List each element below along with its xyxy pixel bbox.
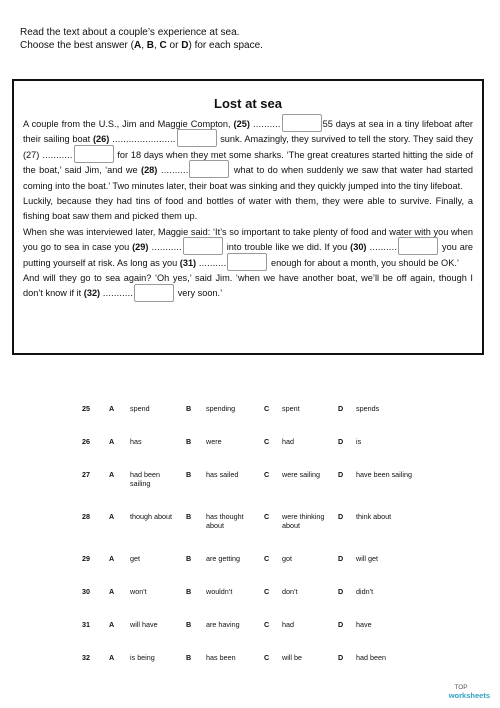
option-a[interactable]: won’t: [130, 587, 147, 596]
question-number: 26: [82, 437, 90, 446]
option-letter-c: C: [264, 653, 270, 662]
gap-dots: .......................: [109, 134, 176, 145]
gap-number: (26): [92, 134, 110, 145]
answer-field-28[interactable]: [189, 160, 229, 178]
option-a[interactable]: had been sailing: [130, 470, 160, 488]
option-letter-b: B: [186, 554, 192, 563]
gap-dots: ..........: [157, 165, 189, 176]
question-row-26: [82, 437, 482, 470]
instr-sep: ,: [153, 40, 160, 51]
option-letter-a: A: [109, 512, 115, 521]
question-number: 28: [82, 512, 90, 521]
gap-number: (28): [141, 165, 158, 176]
instr-letter-d: D: [181, 40, 189, 51]
option-c[interactable]: got: [282, 554, 292, 563]
option-letter-c: C: [264, 470, 270, 479]
option-letter-b: B: [186, 587, 192, 596]
option-b[interactable]: wouldn’t: [206, 587, 233, 596]
question-row-30: [82, 587, 482, 620]
option-letter-b: B: [186, 404, 192, 413]
gap-27: [23, 150, 73, 160]
option-d[interactable]: have been sailing: [356, 470, 412, 479]
option-d[interactable]: think about: [356, 512, 392, 521]
option-a[interactable]: though about: [130, 512, 172, 521]
gap-number: (31): [179, 257, 197, 268]
gap-26: [93, 134, 176, 144]
option-a[interactable]: will have: [130, 620, 158, 629]
gap-number: (27): [23, 149, 40, 160]
answer-field-27[interactable]: [74, 145, 114, 163]
gap-number: (29): [132, 242, 149, 253]
paragraph-4: [23, 271, 473, 302]
option-d[interactable]: didn’t: [356, 587, 374, 596]
passage-text: sunk. Amazingly, they survived to tell the story. They said they: [217, 134, 474, 145]
gap-32: [84, 288, 133, 298]
option-letter-d: D: [338, 653, 344, 662]
option-d[interactable]: have: [356, 620, 372, 629]
passage-text: into trouble like we did. If you: [223, 242, 351, 253]
gap-dots: ..........: [196, 257, 227, 268]
option-letter-a: A: [109, 470, 115, 479]
option-c[interactable]: had: [282, 620, 294, 629]
option-letter-c: C: [264, 620, 270, 629]
answer-field-32[interactable]: [134, 284, 174, 302]
option-letter-d: D: [338, 620, 344, 629]
option-letter-b: B: [186, 470, 192, 479]
gap-25: [234, 119, 281, 129]
question-row-27: [82, 470, 482, 512]
brand-top: TOP: [454, 684, 468, 691]
option-a[interactable]: has: [130, 437, 142, 446]
question-row-28: [82, 512, 482, 554]
instructions: [20, 26, 480, 52]
instr-letter-c: C: [159, 40, 167, 51]
option-letter-c: C: [264, 587, 270, 596]
option-letter-d: D: [338, 437, 344, 446]
question-row-29: [82, 554, 482, 587]
answer-options: [82, 404, 482, 686]
paragraph-3: [23, 225, 473, 271]
option-letter-a: A: [109, 554, 115, 563]
gap-31: [180, 258, 227, 268]
option-d[interactable]: spends: [356, 404, 380, 413]
passage-box: [12, 79, 484, 355]
option-letter-b: B: [186, 620, 192, 629]
answer-field-25[interactable]: [282, 114, 322, 132]
option-letter-a: A: [109, 437, 115, 446]
gap-number: (32): [83, 288, 101, 299]
gap-number: (25): [233, 119, 250, 129]
instr-sep: or: [166, 40, 182, 51]
answer-field-30[interactable]: [398, 237, 438, 255]
option-letter-d: D: [338, 512, 344, 521]
paragraph-2: Luckily, because they had tins of food and bottles of water with them, they were able to survive. Finally, a fishing boat saw them and picked them up.: [23, 196, 473, 222]
instructions-line-1: Read the text about a couple’s experience at sea.: [20, 27, 240, 38]
instr-letter-a: A: [133, 40, 142, 51]
option-c[interactable]: were thinking about: [282, 512, 325, 530]
option-letter-a: A: [109, 620, 115, 629]
answer-field-26[interactable]: [177, 129, 217, 147]
option-letter-c: C: [264, 404, 270, 413]
question-number: 31: [82, 620, 90, 629]
gap-dots: ..........: [249, 119, 281, 129]
option-letter-a: A: [109, 587, 115, 596]
option-a[interactable]: is being: [130, 653, 155, 662]
gap-dots: ...........: [148, 242, 182, 253]
passage-text: When she was interviewed later, Maggie said: ‘It’s so important to take plenty of food and water with you when you go to sea in case you: [23, 226, 473, 253]
option-letter-a: A: [109, 653, 115, 662]
option-letter-b: B: [186, 512, 192, 521]
option-letter-c: C: [264, 554, 270, 563]
passage-text: for 18 days when they met some sharks. ‘The great creatures started hitting the side of the boat,’ said Jim, ‘and we: [23, 149, 473, 176]
option-b[interactable]: has sailed: [206, 470, 239, 479]
option-b[interactable]: spending: [206, 404, 236, 413]
instr-sep: ,: [141, 40, 147, 51]
option-letter-c: C: [264, 437, 270, 446]
option-d[interactable]: will get: [356, 554, 378, 563]
gap-28: [141, 165, 188, 175]
instr-text: Choose the best answer (: [20, 40, 134, 51]
instr-text: ) for each space.: [188, 40, 263, 51]
passage-body: [14, 117, 482, 302]
option-c[interactable]: spent: [282, 404, 300, 413]
gap-number: (30): [350, 242, 367, 253]
question-row-32: [82, 653, 482, 686]
instructions-line-2: [20, 39, 480, 52]
option-letter-c: C: [264, 512, 270, 521]
question-number: 30: [82, 587, 90, 596]
gap-29: [132, 242, 182, 252]
question-row-25: [82, 404, 482, 437]
question-row-31: [82, 620, 482, 653]
option-letter-d: D: [338, 587, 344, 596]
brand-name: worksheets: [448, 691, 490, 700]
option-letter-d: D: [338, 554, 344, 563]
gap-dots: ...........: [39, 149, 73, 160]
option-d[interactable]: had been: [356, 653, 386, 662]
passage-text: And will they go to sea again? ‘Oh yes,’ said Jim. ‘when we have another boat, we’ll be off again, though I don’t know if it: [23, 273, 473, 299]
answer-field-29[interactable]: [183, 237, 223, 255]
instr-letter-b: B: [146, 40, 154, 51]
passage-text: 55 days at sea in a tiny lifeboat after their sailing boat: [23, 119, 473, 145]
option-b[interactable]: are getting: [206, 554, 240, 563]
passage-text: what to do when suddenly we saw that water had started coming into the boat.’ Two minutes later, their boat was sinking and they quickly jumped into the tiny lifeboat.: [23, 165, 473, 191]
option-a[interactable]: get: [130, 554, 140, 563]
question-number: 27: [82, 470, 90, 479]
option-letter-d: D: [338, 470, 344, 479]
option-letter-b: B: [186, 437, 192, 446]
option-c[interactable]: had: [282, 437, 294, 446]
option-a[interactable]: spend: [130, 404, 150, 413]
passage-text: A couple from the U.S., Jim and Maggie Compton,: [23, 119, 234, 129]
option-d[interactable]: is: [356, 437, 362, 446]
question-number: 32: [82, 653, 90, 662]
passage-text: very soon.’: [175, 288, 223, 299]
paragraph-1: [23, 117, 473, 194]
option-b[interactable]: are having: [206, 620, 240, 629]
option-b[interactable]: has been: [206, 653, 236, 662]
gap-30: [350, 242, 397, 252]
option-c[interactable]: will be: [282, 653, 302, 662]
option-c[interactable]: were sailing: [282, 470, 320, 479]
brand-logo: [432, 684, 490, 700]
passage-text: you are putting yourself at risk. As long as you: [23, 242, 474, 268]
option-letter-b: B: [186, 653, 192, 662]
option-letter-a: A: [109, 404, 115, 413]
question-number: 25: [82, 404, 90, 413]
gap-dots: ...........: [100, 288, 134, 299]
passage-text: enough for about a month, you should be OK.’: [268, 257, 459, 268]
option-c[interactable]: don’t: [282, 587, 298, 596]
option-letter-d: D: [338, 404, 344, 413]
question-number: 29: [82, 554, 90, 563]
option-b[interactable]: were: [206, 437, 222, 446]
gap-dots: ..........: [366, 242, 398, 253]
passage-title: Lost at sea: [214, 96, 282, 111]
option-b[interactable]: has thought about: [206, 512, 244, 530]
answer-field-31[interactable]: [227, 253, 267, 271]
